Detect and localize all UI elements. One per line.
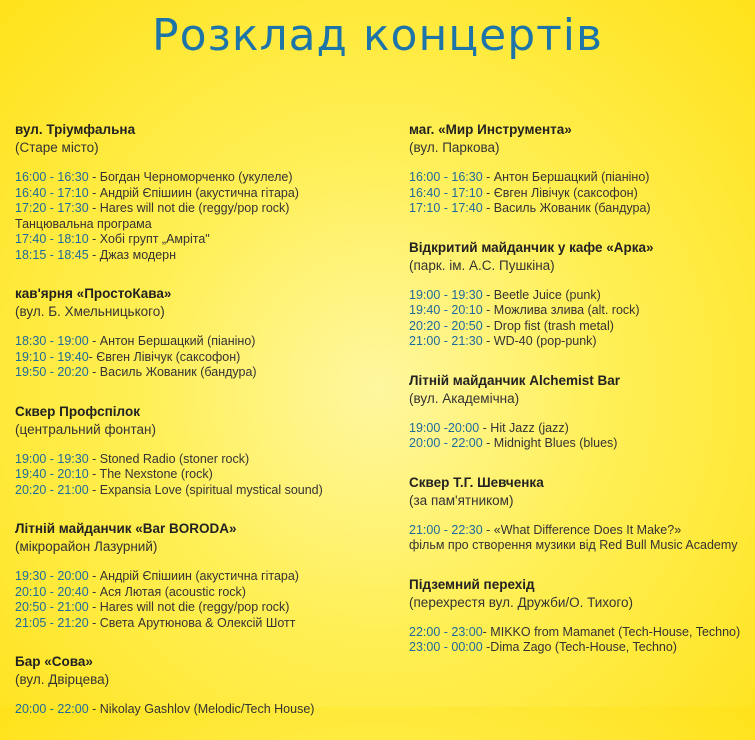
venue-block [409, 121, 755, 217]
entry-time: 17:10 - 17:40 [409, 201, 483, 215]
venue-block [15, 653, 375, 718]
venue-location: (перехрестя вул. Дружби/О. Тихого) [409, 594, 634, 610]
venue-location: (центральний фонтан) [15, 421, 156, 437]
entry-time: 20:10 - 20:40 [15, 584, 89, 599]
schedule-entry [409, 640, 755, 656]
entry-time: 19:00 - 19:30 [15, 451, 89, 466]
schedule-entry [409, 319, 755, 335]
schedule-entry [409, 170, 755, 186]
schedule-entry [15, 467, 375, 483]
venue-name: Літній майданчик Alchemist Bar [409, 372, 621, 388]
entry-text: - The Nexstone (rock) [88, 467, 213, 481]
entry-time: 20:20 - 20:50 [409, 318, 483, 333]
schedule-entry [409, 625, 755, 641]
entry-text: - Можлива злива (alt. rock) [482, 303, 640, 317]
schedule-entry [15, 201, 375, 217]
venue-block [409, 239, 755, 350]
venue-name: маг. «Мир Инструмента» [409, 122, 572, 137]
entry-time: 16:00 - 16:30 [15, 170, 89, 184]
venue-name: вул. Тріумфальна [15, 122, 136, 137]
entry-time: 19:40 - 20:10 [15, 467, 89, 481]
entry-text: -Dima Zago (Tech-House, Techno) [482, 640, 677, 654]
entry-text: - WD-40 (pop-punk) [482, 334, 597, 348]
venue-block [409, 576, 755, 656]
entry-text: - «What Difference Does It Make?» [482, 522, 682, 537]
entry-text: - Hares will not die (reggy/pop rock) [88, 201, 290, 215]
venue-location: (Старе місто) [15, 140, 99, 155]
entry-text: - Андрій Єпішиин (акустична гітара) [88, 569, 299, 583]
entry-text: - Антон Бершацкий (піаніно) [88, 334, 256, 348]
schedule-entry [15, 365, 375, 381]
schedule-entry [409, 421, 755, 437]
venue-location: (вул. Двірцева) [15, 672, 110, 687]
entry-text: - Антон Бершацкий (піаніно) [482, 170, 650, 184]
entry-time: 19:50 - 20:20 [15, 365, 89, 379]
entry-text: - Ася Лютая (acoustic rock) [88, 584, 246, 599]
entry-time: 22:00 - 23:00 [409, 624, 483, 639]
schedule-entry [409, 201, 755, 217]
entry-time: 19:00 - 19:30 [409, 287, 483, 302]
entry-time: 20:00 - 22:00 [409, 436, 483, 450]
entry-text: Танцювальна програма [15, 216, 152, 231]
schedule-entry [15, 350, 375, 366]
entry-time: 19:00 -20:00 [409, 420, 480, 435]
venue-block [15, 520, 375, 631]
page-title: Розклад концертів [152, 10, 603, 61]
schedule-entry [15, 217, 375, 233]
schedule-entry [409, 303, 755, 319]
entry-text: - Drop fist (trash metal) [482, 318, 614, 333]
venue-location: (за пам'ятником) [409, 492, 514, 508]
entry-time: 18:30 - 19:00 [15, 334, 89, 348]
entry-text: - Midnight Blues (blues) [482, 436, 618, 450]
entry-time: 19:40 - 20:10 [409, 303, 483, 317]
venue-block [15, 403, 375, 499]
entry-text: - Євген Лівічук (саксофон) [482, 185, 638, 200]
entry-time: 16:40 - 17:10 [409, 185, 483, 200]
entry-text: - Василь Жованик (бандура) [88, 365, 257, 379]
schedule-entry [15, 600, 375, 616]
schedule-entry [15, 616, 375, 632]
schedule-entry [15, 232, 375, 248]
venue-name: Літній майданчик «Bar BORODA» [15, 521, 237, 536]
schedule-entry [15, 483, 375, 499]
schedule-entry [409, 186, 755, 202]
entry-text: - Василь Жованик (бандура) [482, 201, 651, 215]
entry-text: - Stoned Radio (stoner rock) [88, 451, 250, 466]
entry-time: 21:00 - 21:30 [409, 334, 483, 348]
entry-text: - MIKKO from Mamanet (Tech-House, Techno) [482, 624, 741, 639]
entry-time: 16:00 - 16:30 [409, 170, 483, 184]
schedule-entry [15, 569, 375, 585]
venue-block [15, 285, 375, 381]
entry-time: 19:10 - 19:40 [15, 349, 89, 364]
entry-time: 20:20 - 21:00 [15, 482, 89, 497]
schedule-entry [409, 288, 755, 304]
venue-block [409, 372, 755, 452]
entry-time: 17:20 - 17:30 [15, 201, 89, 215]
entry-text: - Beetle Juice (punk) [482, 287, 601, 302]
venue-location: (вул. Б. Хмельницького) [15, 304, 165, 319]
entry-text: - Hares will not die (reggy/pop rock) [88, 600, 290, 614]
left-column [15, 121, 375, 740]
right-column [409, 121, 755, 678]
entry-text: - Євген Лівічук (саксофон) [88, 349, 241, 364]
entry-time: 21:05 - 21:20 [15, 615, 89, 630]
schedule-entry [15, 585, 375, 601]
schedule-entry [409, 538, 755, 554]
schedule-entry [409, 523, 755, 539]
schedule-entry [409, 436, 755, 452]
venue-name: Відкритий майданчик у кафе «Арка» [409, 239, 654, 255]
entry-time: 19:30 - 20:00 [15, 569, 89, 583]
venue-name: Сквер Профспілок [15, 403, 140, 419]
schedule-entry [15, 334, 375, 350]
schedule-entry [409, 334, 755, 350]
venue-location: (мікрорайон Лазурний) [15, 539, 158, 554]
entry-time: 18:15 - 18:45 [15, 247, 89, 262]
venue-name: Сквер Т.Г. Шевченка [409, 474, 544, 490]
schedule-entry [15, 702, 375, 718]
entry-time: 21:00 - 22:30 [409, 522, 483, 537]
entry-text: - Hit Jazz (jazz) [479, 420, 569, 435]
entry-time: 23:00 - 00:00 [409, 640, 483, 654]
schedule-entry [15, 186, 375, 202]
entry-time: 17:40 - 18:10 [15, 232, 89, 246]
venue-location: (парк. ім. А.С. Пушкіна) [409, 257, 555, 273]
venue-block [15, 121, 375, 263]
venue-name: Бар «Сова» [15, 654, 93, 669]
entry-time: 16:40 - 17:10 [15, 185, 89, 200]
entry-text: - Expansia Love (spiritual mystical sound) [88, 482, 323, 497]
schedule-entry [15, 452, 375, 468]
entry-text: - Хобі групт „Амріта" [88, 232, 210, 246]
entry-text: - Андрій Єпішиин (акустична гітара) [88, 185, 299, 200]
venue-name: Підземний перехід [409, 576, 535, 592]
schedule-entry [15, 248, 375, 264]
schedule-entry [15, 170, 375, 186]
entry-text: - Nikolay Gashlov (Melodic/Tech House) [88, 702, 315, 716]
entry-text: фільм про створення музики від Red Bull Music Academy [409, 538, 738, 552]
entry-time: 20:00 - 22:00 [15, 702, 89, 716]
entry-text: - Джаз модерн [88, 247, 176, 262]
venue-location: (вул. Паркова) [409, 140, 500, 155]
venue-block [409, 474, 755, 554]
entry-time: 20:50 - 21:00 [15, 600, 89, 614]
venue-name: кав'ярня «ПростоКава» [15, 286, 172, 301]
entry-text: - Богдан Черноморченко (укулеле) [88, 170, 293, 184]
venue-location: (вул. Академічна) [409, 390, 520, 406]
entry-text: - Света Арутюнова & Олексій Шотт [88, 615, 296, 630]
